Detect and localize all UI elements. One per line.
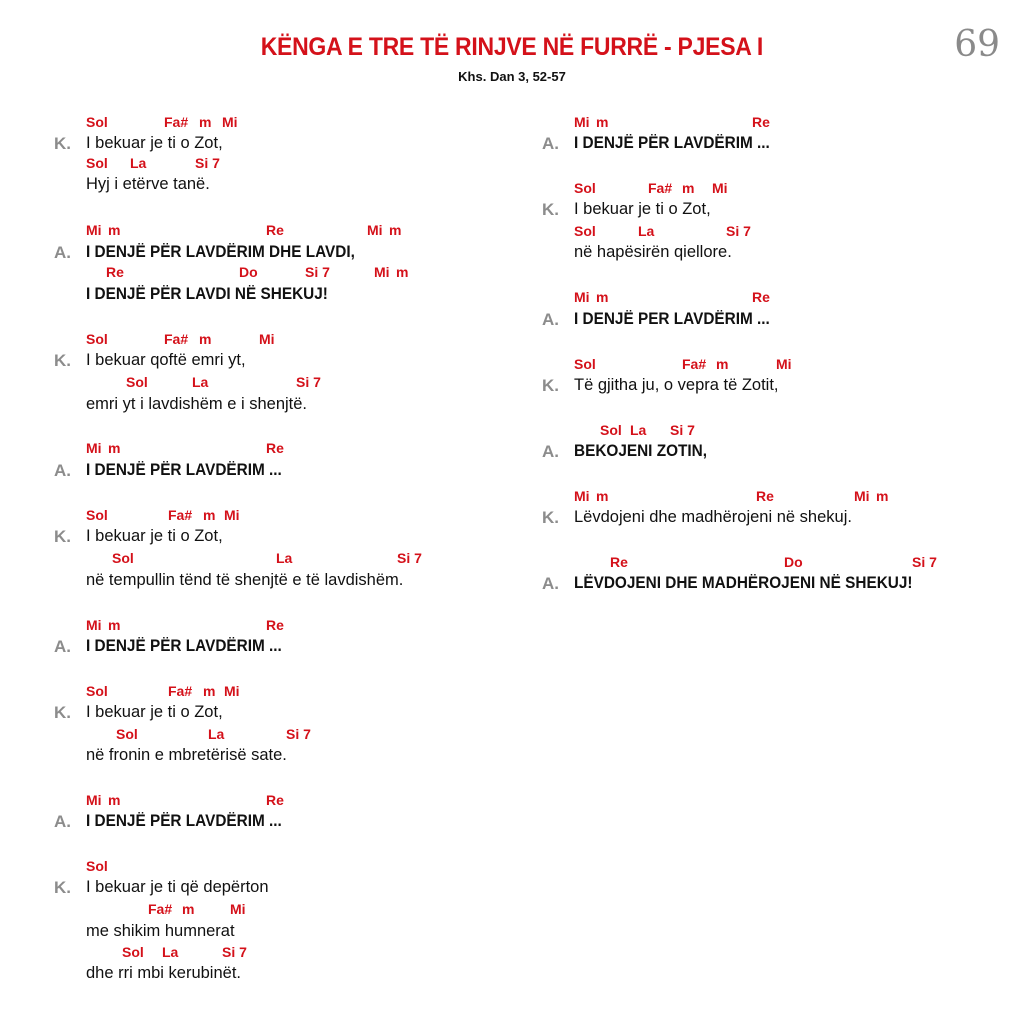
chord-quality: m — [389, 222, 402, 238]
lyric-line: në hapësirën qiellore. — [574, 243, 732, 261]
lyric-line: I bekuar je ti o Zot, — [86, 527, 223, 545]
chord: Sol — [86, 858, 108, 874]
chord: Sol — [574, 180, 596, 196]
refrain-line: I DENJË PËR LAVDËRIM ... — [574, 134, 770, 152]
chord: Si 7 — [286, 726, 311, 742]
chord: Do — [239, 264, 258, 280]
chord: Sol — [126, 374, 148, 390]
role-marker-a: A. — [542, 134, 559, 153]
role-marker-k: K. — [54, 703, 71, 722]
chord: Re — [266, 617, 284, 633]
chord: Mi — [574, 488, 590, 504]
role-marker-k: K. — [542, 376, 559, 395]
chord: Fa# — [164, 331, 189, 347]
chord-quality: m — [596, 114, 609, 130]
chord-quality: m — [108, 617, 121, 633]
lyric-line: në tempullin tënd të shenjtë e të lavdishëm. — [86, 571, 404, 589]
chord: Si 7 — [397, 550, 422, 566]
lyric-line: I bekuar je ti që depërton — [86, 878, 269, 896]
chord: La — [638, 223, 655, 239]
page-title: KËNGA E TRE TË RINJVE NË FURRË - PJESA I — [260, 33, 763, 61]
chord: Sol — [122, 944, 144, 960]
chord: Mi — [776, 356, 792, 372]
chord: Sol — [86, 114, 108, 130]
chord-quality: m — [108, 440, 121, 456]
chord: Si 7 — [195, 155, 220, 171]
chord: Re — [266, 222, 284, 238]
chord: Mi — [259, 331, 275, 347]
refrain-line: LËVDOJENI DHE MADHËROJENI NË SHEKUJ! — [574, 574, 913, 592]
chord: Re — [610, 554, 628, 570]
chord: Sol — [116, 726, 138, 742]
chord: Fa# — [682, 356, 707, 372]
chord-quality: m — [203, 683, 216, 699]
page-subtitle: Khs. Dan 3, 52-57 — [458, 69, 566, 84]
role-marker-k: K. — [54, 351, 71, 370]
chord-quality: m — [596, 488, 609, 504]
chord-quality: m — [716, 356, 729, 372]
role-marker-k: K. — [54, 527, 71, 546]
chord: Mi — [854, 488, 870, 504]
refrain-line: I DENJË PËR LAVDËRIM ... — [86, 461, 282, 479]
lyric-line: I bekuar je ti o Zot, — [574, 200, 711, 218]
chord-quality: m — [108, 792, 121, 808]
chord: Mi — [230, 901, 246, 917]
chord-quality: m — [203, 507, 216, 523]
role-marker-a: A. — [54, 243, 71, 262]
chord: La — [192, 374, 209, 390]
chord-quality: m — [108, 222, 121, 238]
chord: La — [276, 550, 293, 566]
refrain-line: I DENJË PËR LAVDËRIM ... — [86, 637, 282, 655]
lyric-line: me shikim humnerat — [86, 922, 235, 940]
role-marker-k: K. — [54, 134, 71, 153]
chord: Fa# — [168, 507, 193, 523]
page-number: 69 — [954, 24, 1000, 65]
refrain-line: I DENJË PËR LAVDËRIM DHE LAVDI, — [86, 243, 355, 261]
chord: Re — [752, 289, 770, 305]
lyric-line: Hyj i etërve tanë. — [86, 175, 210, 193]
chord: Mi — [86, 222, 102, 238]
chord: Mi — [224, 507, 240, 523]
chord: Mi — [224, 683, 240, 699]
chord: Fa# — [164, 114, 189, 130]
role-marker-a: A. — [54, 812, 71, 831]
chord: Fa# — [648, 180, 673, 196]
chord: Do — [784, 554, 803, 570]
chord: La — [208, 726, 225, 742]
refrain-line: I DENJË PËR LAVDËRIM ... — [86, 812, 282, 830]
chord: Re — [756, 488, 774, 504]
chord-quality: m — [682, 180, 695, 196]
chord-quality: m — [596, 289, 609, 305]
chord: La — [130, 155, 147, 171]
role-marker-a: A. — [542, 574, 559, 593]
chord: La — [630, 422, 647, 438]
chord: Si 7 — [296, 374, 321, 390]
role-marker-a: A. — [542, 310, 559, 329]
lyric-line: I bekuar qoftë emri yt, — [86, 351, 246, 369]
chord-quality: m — [396, 264, 409, 280]
chord: Sol — [86, 155, 108, 171]
chord: Mi — [86, 792, 102, 808]
chord: Mi — [574, 289, 590, 305]
chord: Mi — [374, 264, 390, 280]
role-marker-k: K. — [542, 508, 559, 527]
chord: Si 7 — [222, 944, 247, 960]
chord: Mi — [367, 222, 383, 238]
chord: Sol — [600, 422, 622, 438]
lyric-line: I bekuar je ti o Zot, — [86, 703, 223, 721]
lyric-line: dhe rri mbi kerubinët. — [86, 964, 241, 982]
refrain-line: BEKOJENI ZOTIN, — [574, 442, 708, 460]
chord: Fa# — [148, 901, 173, 917]
chord: Sol — [574, 356, 596, 372]
chord-quality: m — [182, 901, 195, 917]
chord: Fa# — [168, 683, 193, 699]
chord: Sol — [86, 683, 108, 699]
chord: Mi — [86, 617, 102, 633]
chord: Si 7 — [726, 223, 751, 239]
chord-quality: m — [876, 488, 889, 504]
chord: Re — [266, 792, 284, 808]
chord: Mi — [712, 180, 728, 196]
lyric-line: Të gjitha ju, o vepra të Zotit, — [574, 376, 779, 394]
chord: Re — [266, 440, 284, 456]
refrain-line: I DENJË PER LAVDËRIM ... — [574, 310, 770, 328]
chord: Mi — [86, 440, 102, 456]
chord: Si 7 — [305, 264, 330, 280]
role-marker-a: A. — [54, 637, 71, 656]
chord: Re — [106, 264, 124, 280]
chord: La — [162, 944, 179, 960]
chord: Sol — [86, 331, 108, 347]
chord: Si 7 — [670, 422, 695, 438]
chord: Sol — [86, 507, 108, 523]
chord: Mi — [574, 114, 590, 130]
role-marker-k: K. — [542, 200, 559, 219]
chord: Si 7 — [912, 554, 937, 570]
lyric-line: Lëvdojeni dhe madhërojeni në shekuj. — [574, 508, 852, 526]
chord: Mi — [222, 114, 238, 130]
chord: Sol — [112, 550, 134, 566]
chord: Re — [752, 114, 770, 130]
role-marker-a: A. — [542, 442, 559, 461]
lyric-line: emri yt i lavdishëm e i shenjtë. — [86, 395, 308, 413]
role-marker-a: A. — [54, 461, 71, 480]
chord-quality: m — [199, 331, 212, 347]
role-marker-k: K. — [54, 878, 71, 897]
chord: Sol — [574, 223, 596, 239]
chord-quality: m — [199, 114, 212, 130]
lyric-line: I bekuar je ti o Zot, — [86, 134, 223, 152]
refrain-line: I DENJË PËR LAVDI NË SHEKUJ! — [86, 285, 328, 303]
lyric-line: në fronin e mbretërisë sate. — [86, 746, 287, 764]
